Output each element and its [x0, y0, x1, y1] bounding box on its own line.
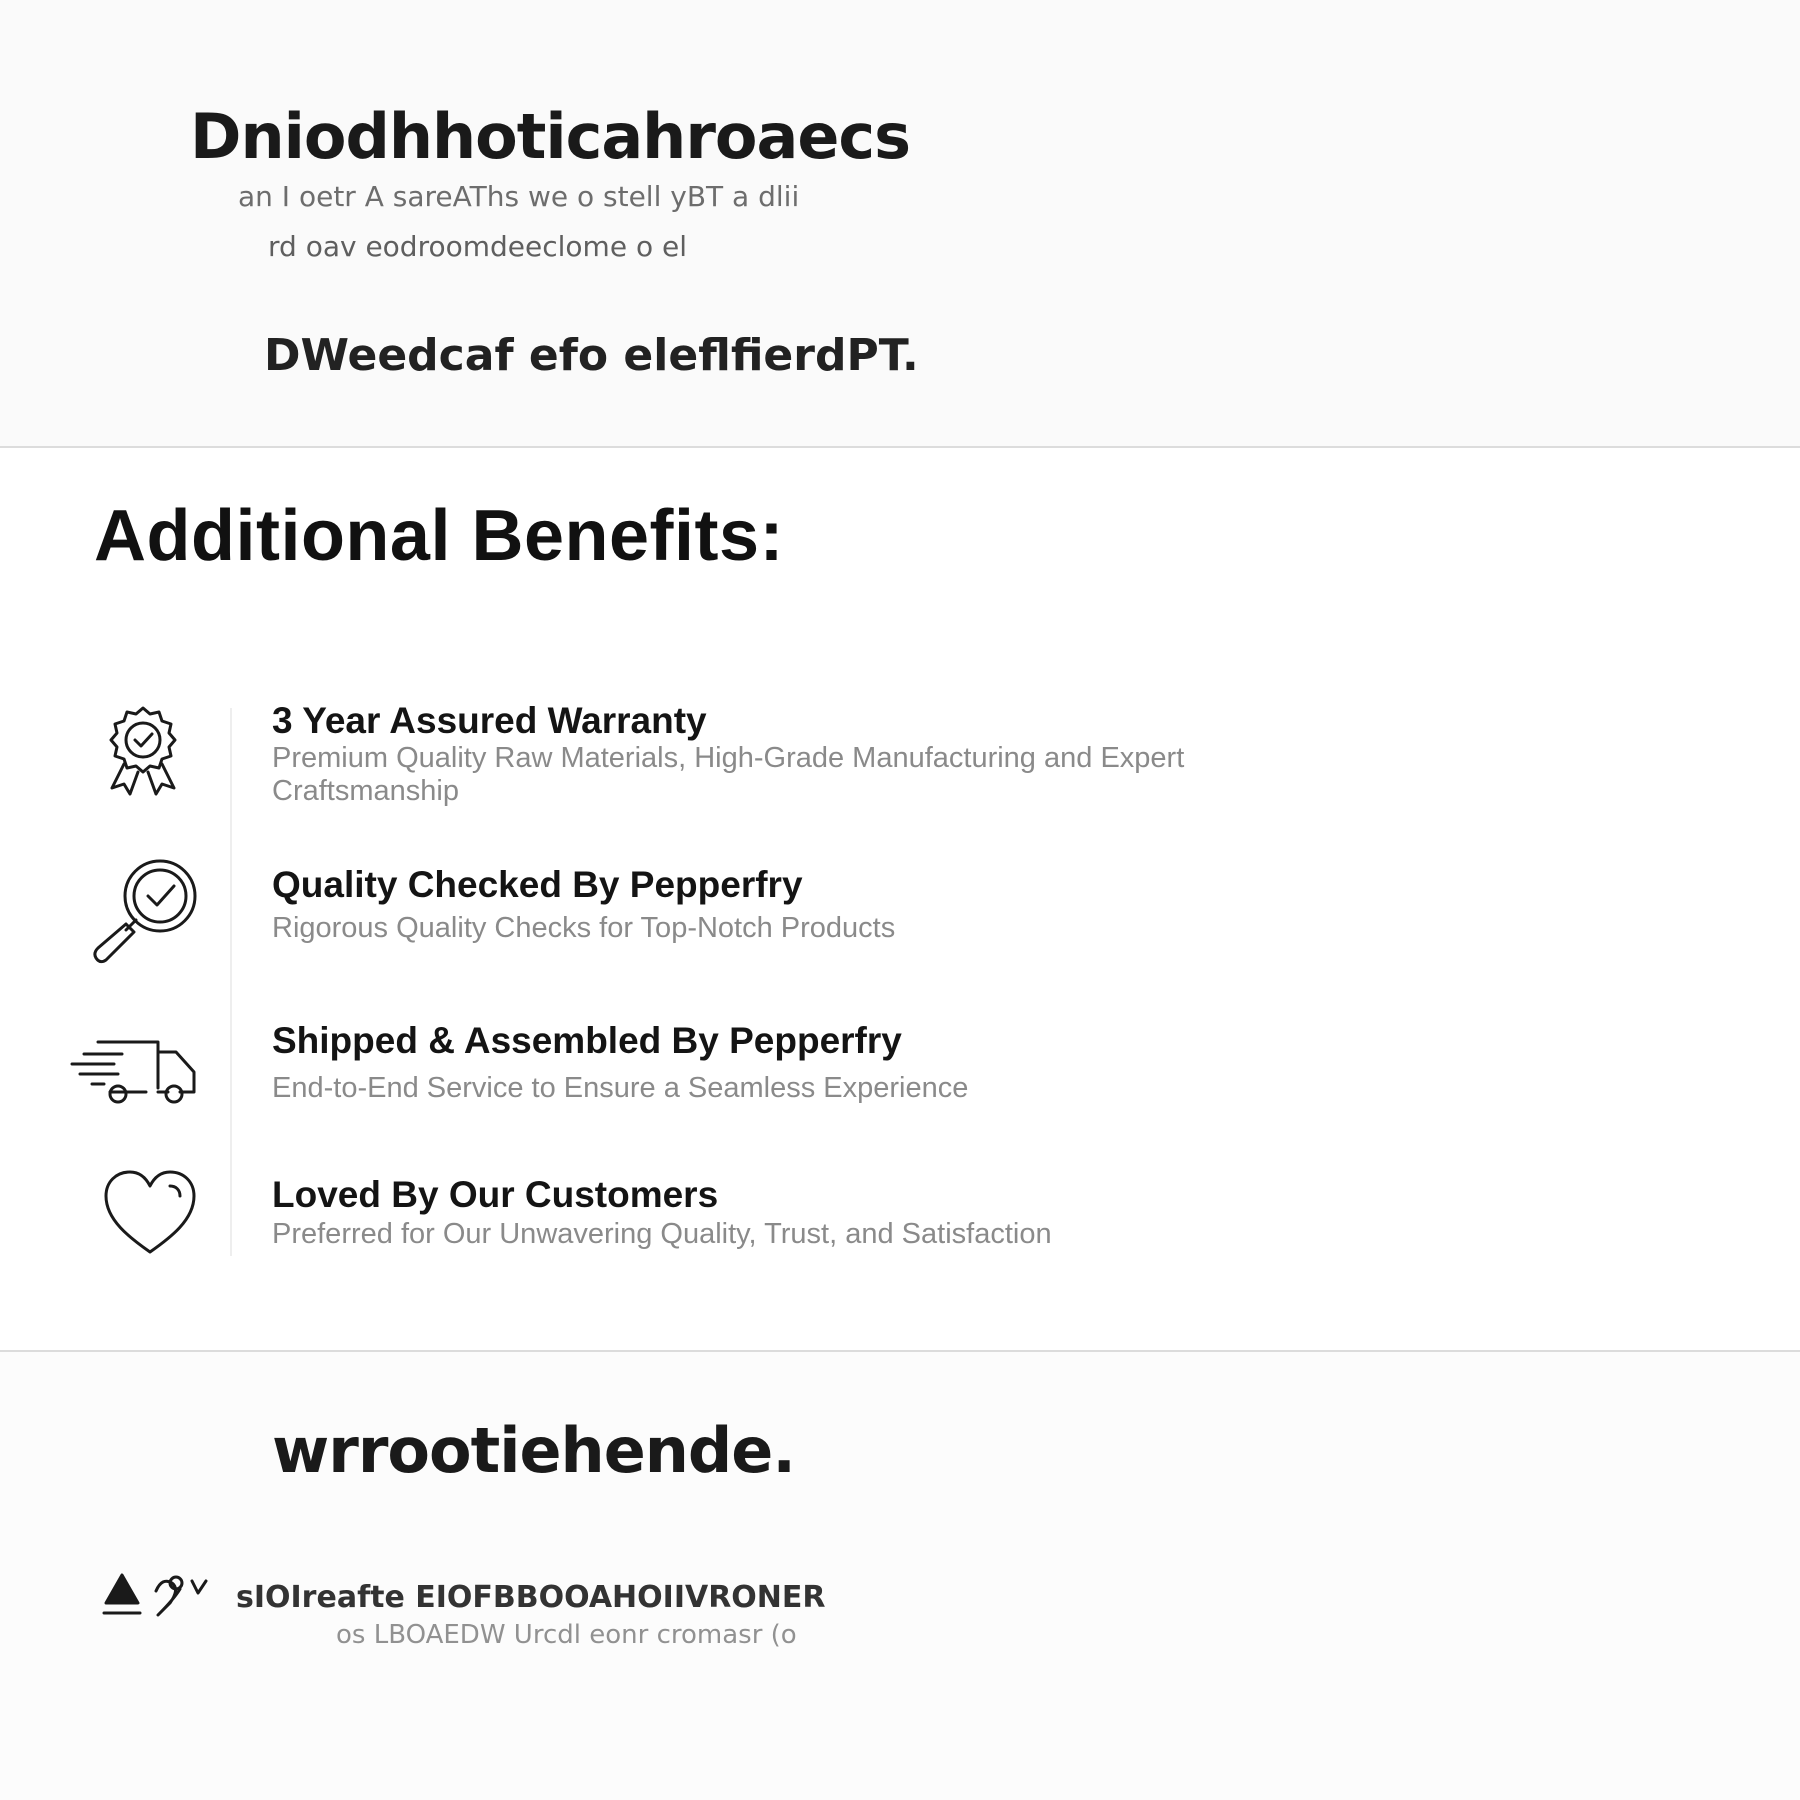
heart-icon [102, 1168, 198, 1258]
benefits-vertical-rule [230, 708, 232, 1256]
benefit-title: Loved By Our Customers [272, 1174, 719, 1215]
benefit-description: End-to-End Service to Ensure a Seamless Experience [272, 1072, 969, 1104]
garbled-text-line: sIOIreafte EIOFBBOOAHOIIVRONER [236, 1580, 826, 1615]
section-divider [0, 446, 1800, 448]
benefit-title: Shipped & Assembled By Pepperfry [272, 1020, 902, 1061]
bottom-section [0, 1352, 1800, 1800]
garbled-section-title: wrrootiehende. [272, 1414, 795, 1487]
garbled-section-title: Dniodhhoticahroaecs [190, 100, 911, 173]
benefit-title: 3 Year Assured Warranty [272, 700, 707, 741]
garbled-text-line: rd oav eodroomdeeclome o el [268, 230, 687, 263]
garbled-subheading: DWeedcaf efo eleflfierdPT. [264, 330, 919, 381]
garbled-text-line: an I oetr A sareAThs we o stell yBT a dlii [238, 180, 800, 213]
top-section [0, 0, 1800, 446]
benefit-description: Preferred for Our Unwavering Quality, Trust, and Satisfaction [272, 1218, 1052, 1250]
delivery-truck-icon [70, 1030, 200, 1110]
benefit-title: Quality Checked By Pepperfry [272, 864, 803, 905]
benefits-heading: Additional Benefits: [94, 496, 784, 576]
benefit-description: Rigorous Quality Checks for Top-Notch Products [272, 912, 896, 944]
garbled-text-line: os LBOAEDW Urcdl eonr cromasr (o [336, 1620, 797, 1650]
benefit-description: Premium Quality Raw Materials, High-Grade Manufacturing and Expert Craftsmanship [272, 742, 1185, 807]
award-badge-icon [100, 704, 186, 798]
quality-check-magnifier-icon [90, 854, 202, 966]
warning-triangle-icon [100, 1567, 230, 1628]
